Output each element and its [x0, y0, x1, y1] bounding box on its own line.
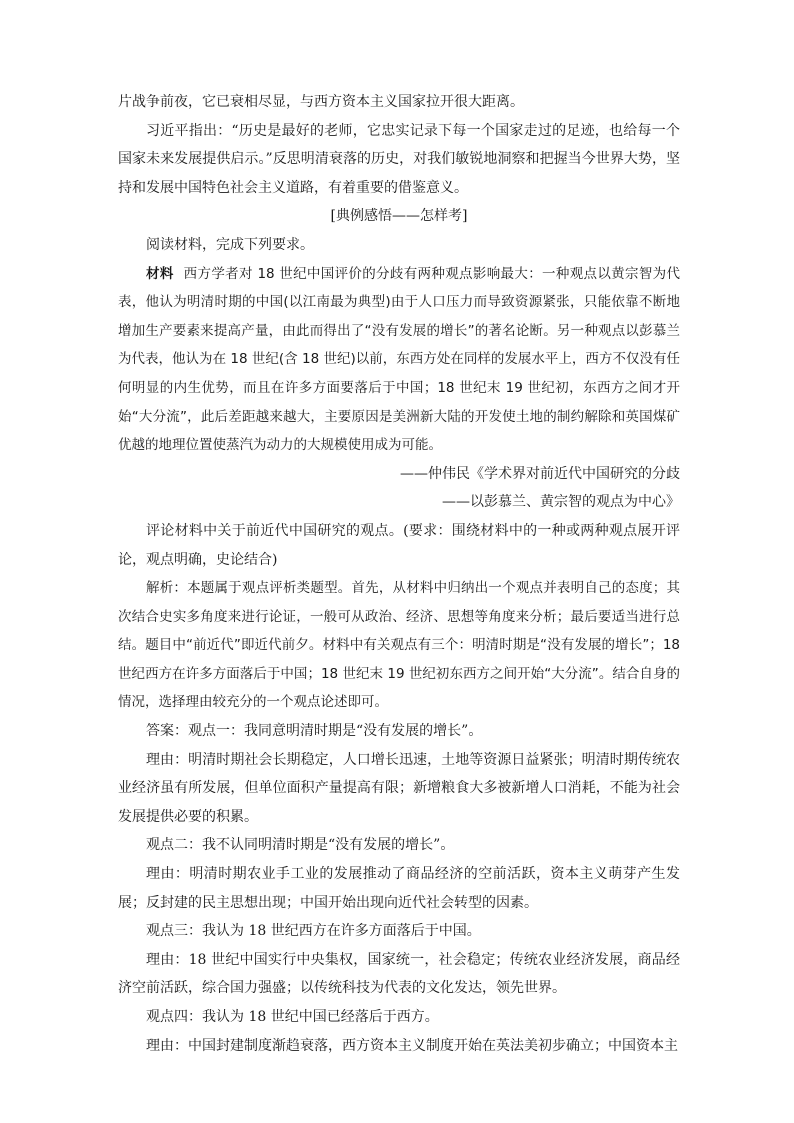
material-paragraph — [118, 260, 680, 460]
instruction-text: 阅读材料，完成下列要求。 — [146, 236, 314, 253]
paragraph-continuation: 片战争前夜，它已衰相尽显，与西方资本主义国家拉开很大距离。 — [118, 94, 524, 110]
reason-4: 理由：中国封建制度渐趋衰落，西方资本主义制度开始在英法美初步确立；中国资本主 — [146, 1037, 678, 1054]
answer-viewpoint-1: 答案：观点一：我同意明清时期是“没有发展的增长”。 — [146, 723, 483, 740]
answer-viewpoint-3: 观点三：我认为 18 世纪西方在许多方面落后于中国。 — [146, 923, 481, 940]
section-heading: [典例感悟——怎样考] — [330, 208, 468, 225]
answer-viewpoint-2: 观点二：我不认同明清时期是“没有发展的增长”。 — [146, 837, 455, 854]
question-text: 评论材料中关于前近代中国研究的观点。(要求：围绕材料中的一种或两种观点展开评论，观点明确，史论结合) — [118, 522, 680, 568]
material-body: 西方学者对 18 世纪中国评价的分歧有两种观点影响最大：一种观点以黄宗智为代表，他认为明清时期的中国(以江南最为典型)由于人口压力而导致资源紧张，只能依靠不断地增加生产要素来提高产量，由此而得出了“没有发展的增长”的著名论断。另一种观点以彭慕兰为代表，他认为在 18 世纪(含 18 世纪)以前，东西方处在同样的发展水平上，西方不仅没有任何明显的内生优势，而且在许多方面要落后于中国；18 世纪末 19 世纪初，东西方之间才开始“大分流”，此后差距越来越大，主要原因是美洲新大陆的开发使土地的制约解除和英国煤矿优越的地理位置使蒸汽为动力的大规模使用成为可能。 — [118, 265, 681, 454]
source-citation-line-2: ——以彭慕兰、黄宗智的观点为中心》 — [442, 494, 680, 511]
material-label: 材料 — [146, 265, 174, 282]
source-citation-line-1: ——仲伟民《学术界对前近代中国研究的分歧 — [400, 465, 680, 482]
answer-viewpoint-4: 观点四：我认为 18 世纪中国已经落后于西方。 — [146, 1009, 439, 1025]
reason-2: 理由：明清时期农业手工业的发展推动了商品经济的空前活跃，资本主义萌芽产生发展；反封建的民主思想出现；中国开始出现向近代社会转型的因素。 — [118, 866, 680, 911]
paragraph-quote-xi: 习近平指出：“历史是最好的老师，它忠实记录下每一个国家走过的足迹，也给每一个国家未来发展提供启示。”反思明清衰落的历史，对我们敏锐地洞察和把握当今世界大势，坚持和发展中国特色社会主义道路，有着重要的借鉴意义。 — [118, 122, 680, 196]
reason-1: 理由：明清时期社会长期稳定，人口增长迅速，土地等资源日益紧张；明清时期传统农业经济虽有所发展，但单位面积产量提高有限；新增粮食大多被新增人口消耗，不能为社会发展提供必要的积累。 — [118, 751, 680, 825]
reason-3: 理由：18 世纪中国实行中央集权，国家统一，社会稳定；传统农业经济发展，商品经济空前活跃，综合国力强盛；以传统科技为代表的文化发达，领先世界。 — [118, 951, 680, 997]
analysis-paragraph: 解析：本题属于观点评析类题型。首先，从材料中归纳出一个观点并表明自己的态度；其次结合史实多角度来进行论证，一般可从政治、经济、思想等角度来分析；最后要适当进行总结。题目中“前近代”即近代前夕。材料中有关观点有三个：明清时期是“没有发展的增长”；18 世纪西方在许多方面落后于中国；18 世纪末 19 世纪初东西方之间开始“大分流”。结合自身的情况，选择理由较充分的一个观点论述即可。 — [118, 580, 680, 711]
document-page — [118, 88, 680, 1060]
